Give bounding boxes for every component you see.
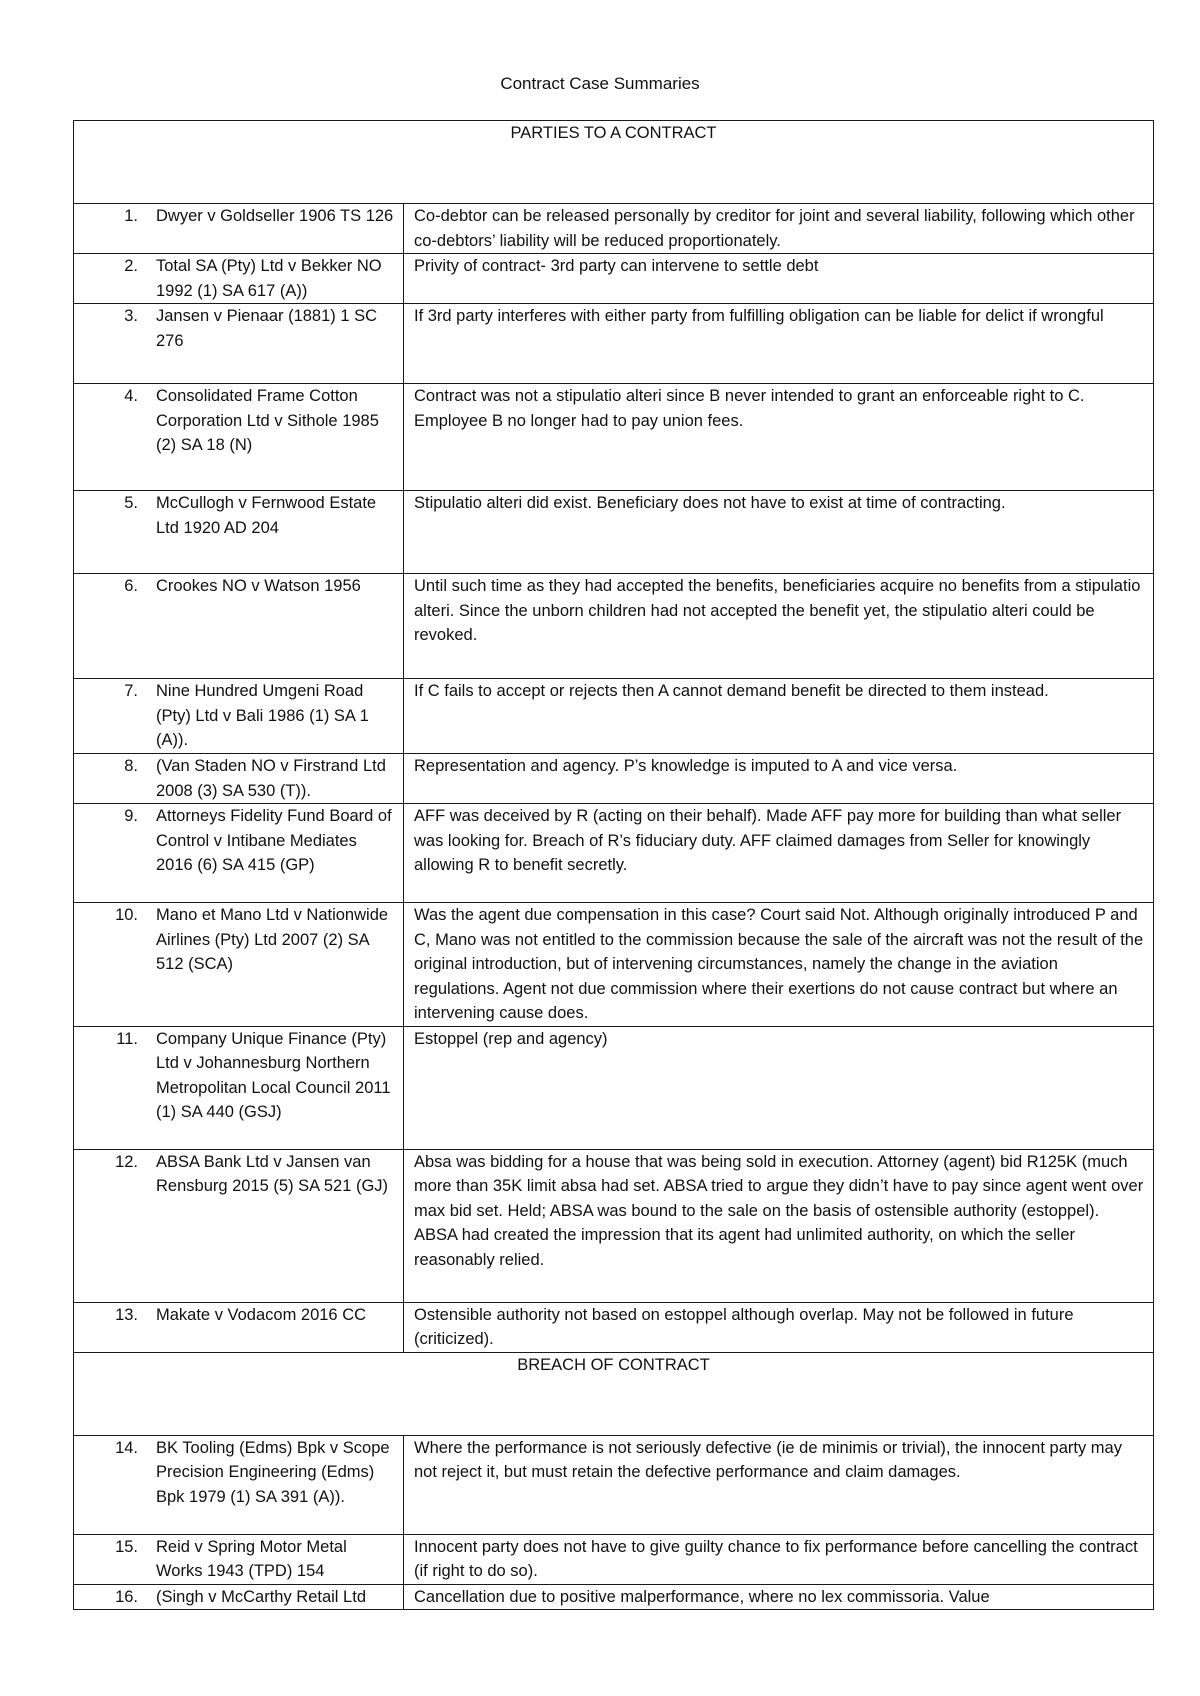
summary-cell: Absa was bidding for a house that was being sold in execution. Attorney (agent) bid R125K (much more than 35K limit absa had set. ABSA tried to argue they didn’t have to pay since agent went over max bid set. Held; ABSA was bound to the sale on the basis of ostensible authority (estoppel). ABSA had created the impression that its agent had unlimited authority, on which the seller reasonably relied. [404,1149,1154,1302]
section-heading: BREACH OF CONTRACT [74,1352,1154,1435]
case-number: 5. [124,494,138,512]
case-citation: Total SA (Pty) Ltd v Bekker NO 1992 (1) SA 617 (A)) [156,257,382,300]
case-citation: Company Unique Finance (Pty) Ltd v Johannesburg Northern Metropolitan Local Council 2011 (1) SA 440 (GSJ) [156,1029,391,1121]
case-number: 12. [115,1152,138,1171]
case-citation: (Van Staden NO v Firstrand Ltd 2008 (3) SA 530 (T)). [156,757,386,800]
case-number: 3. [124,307,138,325]
case-cell [74,903,404,1027]
case-cell [74,574,404,679]
table-row [74,574,1154,679]
table-row [74,204,1154,254]
case-number: 15. [115,1537,138,1556]
case-cell [74,491,404,574]
case-citation: BK Tooling (Edms) Bpk v Scope Precision Engineering (Edms) Bpk 1979 (1) SA 391 (A)). [156,1438,390,1506]
case-number: 9. [124,807,138,825]
case-cell [74,384,404,491]
case-citation: Makate v Vodacom 2016 CC [156,1305,367,1324]
section-header-row [74,1352,1154,1435]
case-number: 8. [124,757,138,775]
table-row [74,254,1154,304]
summary-cell: Cancellation due to positive malperformance, where no lex commissoria. Value [404,1584,1154,1610]
case-citation: Reid v Spring Motor Metal Works 1943 (TPD) 154 [156,1537,347,1580]
case-citation: Consolidated Frame Cotton Corporation Ltd v Sithole 1985 (2) SA 18 (N) [156,387,379,454]
summary-cell: Stipulatio alteri did exist. Beneficiary does not have to exist at time of contracting. [404,491,1154,574]
summary-cell: If 3rd party interferes with either party from fulfilling obligation can be liable for delict if wrongful [404,304,1154,384]
page-title: Contract Case Summaries [500,74,700,93]
table-row [74,1149,1154,1302]
case-cell [74,1534,404,1584]
case-cell [74,204,404,254]
summary-cell: If C fails to accept or rejects then A cannot demand benefit be directed to them instead. [404,679,1154,754]
case-cell [74,254,404,304]
summary-cell: Until such time as they had accepted the benefits, beneficiaries acquire no benefits from a stipulatio alteri. Since the unborn children had not accepted the benefit yet, the stipulatio alteri could be revoked. [404,574,1154,679]
case-cell [74,679,404,754]
summary-cell: Where the performance is not seriously defective (ie de minimis or trivial), the innocent party may not reject it, but must retain the defective performance and claim damages. [404,1435,1154,1534]
table-row [74,1584,1154,1610]
summary-cell: Ostensible authority not based on estoppel although overlap. May not be followed in future (criticized). [404,1302,1154,1352]
summary-cell: Representation and agency. P’s knowledge is imputed to A and vice versa. [404,754,1154,804]
case-citation: Mano et Mano Ltd v Nationwide Airlines (Pty) Ltd 2007 (2) SA 512 (SCA) [156,906,389,973]
case-number: 6. [124,577,138,595]
table-row [74,1302,1154,1352]
section-heading: PARTIES TO A CONTRACT [74,121,1154,204]
case-citation: Crookes NO v Watson 1956 [156,577,361,595]
case-number: 2. [124,257,138,275]
case-cell [74,1149,404,1302]
case-number: 11. [116,1029,138,1048]
case-cell [74,1584,404,1610]
summary-cell: Contract was not a stipulatio alteri since B never intended to grant an enforceable right to C. Employee B no longer had to pay union fees. [404,384,1154,491]
case-number: 7. [124,682,138,700]
section-header-row [74,121,1154,204]
table-row [74,754,1154,804]
summary-cell: Innocent party does not have to give guilty chance to fix performance before cancelling the contract (if right to do so). [404,1534,1154,1584]
case-table-body [74,121,1154,1610]
case-number: 10. [115,906,138,924]
case-summary-table [73,120,1154,1610]
summary-cell: AFF was deceived by R (acting on their behalf). Made AFF pay more for building than what seller was looking for. Breach of R’s fiduciary duty. AFF claimed damages from Seller for knowingly allowing R to benefit secretly. [404,804,1154,903]
table-row [74,304,1154,384]
table-row [74,384,1154,491]
summary-cell: Estoppel (rep and agency) [404,1026,1154,1149]
case-number: 16. [115,1587,138,1606]
case-number: 1. [124,207,138,225]
case-number: 13. [115,1305,138,1324]
case-citation: ABSA Bank Ltd v Jansen van Rensburg 2015 (5) SA 521 (GJ) [156,1152,389,1195]
case-citation: Jansen v Pienaar (1881) 1 SC 276 [156,307,378,350]
case-cell [74,304,404,384]
table-row [74,804,1154,903]
table-row [74,1435,1154,1534]
case-citation: (Singh v McCarthy Retail Ltd [156,1587,366,1606]
case-cell [74,1435,404,1534]
case-cell [74,1026,404,1149]
table-row [74,491,1154,574]
table-row [74,903,1154,1027]
case-number: 14. [115,1438,138,1457]
case-cell [74,754,404,804]
case-cell [74,804,404,903]
table-row [74,1534,1154,1584]
summary-cell: Was the agent due compensation in this case? Court said Not. Although originally introduced P and C, Mano was not entitled to the commission because the sale of the aircraft was not the result of the original introduction, but of intervening circumstances, namely the change in the aviation regulations. Agent not due commission where their exertions do not cause contract but where an intervening cause does. [404,903,1154,1027]
case-citation: Nine Hundred Umgeni Road (Pty) Ltd v Bali 1986 (1) SA 1 (A)). [156,682,369,749]
table-row [74,1026,1154,1149]
table-row [74,679,1154,754]
summary-cell: Co-debtor can be released personally by creditor for joint and several liability, following which other co-debtors’ liability will be reduced proportionately. [404,204,1154,254]
summary-cell: Privity of contract- 3rd party can intervene to settle debt [404,254,1154,304]
case-citation: McCullogh v Fernwood Estate Ltd 1920 AD 204 [156,494,377,537]
case-cell [74,1302,404,1352]
case-citation: Attorneys Fidelity Fund Board of Control v Intibane Mediates 2016 (6) SA 415 (GP) [156,807,392,874]
case-citation: Dwyer v Goldseller 1906 TS 126 [156,207,394,225]
case-number: 4. [124,387,138,405]
